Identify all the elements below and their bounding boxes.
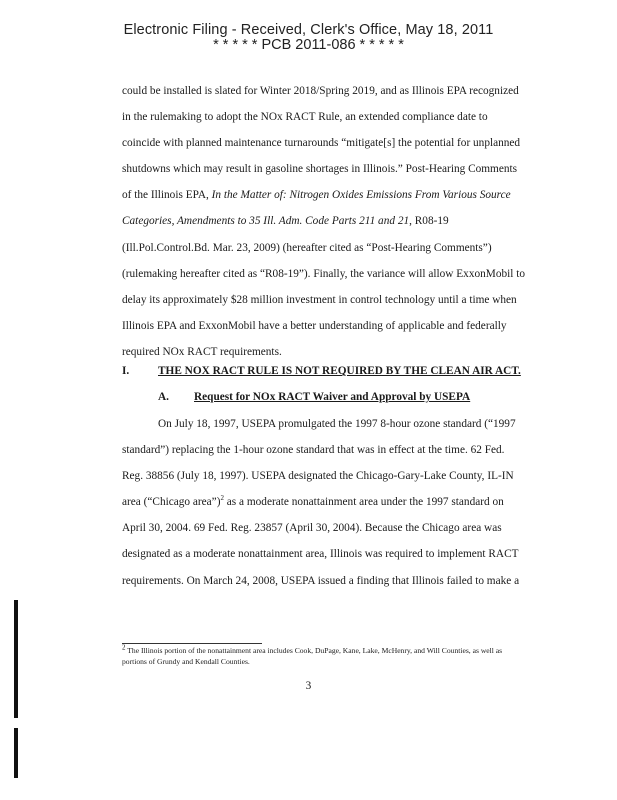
case-citation-cont: Categories, Amendments to 35 Ill. Adm. Code Parts 211 and 21 (122, 215, 410, 228)
filing-stamp-line1: Electronic Filing - Received, Clerk's Office, May 18, 2011 (123, 22, 494, 38)
text-line: could be installed is slated for Winter 2018/Spring 2019, and as Illinois EPA recognized (122, 85, 519, 97)
text-line: coincide with planned maintenance turnarounds “mitigate[s] the potential for unplanned (122, 137, 521, 150)
text-line: delay its approximately $28 million investment in control technology until a time when (122, 293, 517, 306)
text-run: area (“Chicago area”) (122, 496, 221, 509)
text-line: On July 18, 1997, USEPA promulgated the 1997 8-hour ozone standard (“1997 (158, 418, 516, 430)
footnote-marker: 2 (122, 643, 126, 652)
text-line (122, 489, 514, 515)
text-line: shutdowns which may result in gasoline shortages in Illinois.” Post-Hearing Comments (122, 163, 518, 176)
paragraph-1 (122, 78, 526, 365)
text-line: standard”) replacing the 1-hour ozone standard that was in effect at the time. 62 Fed. (122, 444, 505, 457)
subsection-title: Request for NOx RACT Waiver and Approval by USEPA (194, 391, 471, 403)
text-line: designated as a moderate nonattainment area, Illinois was required to implement RACT (122, 548, 519, 561)
text-run: , R08-19 (409, 215, 449, 228)
text-line: April 30, 2004. 69 Fed. Reg. 23857 (April 30, 2004). Because the Chicago area was (122, 522, 502, 535)
text-line (122, 182, 514, 208)
footnote (122, 643, 514, 667)
paragraph-2 (122, 411, 520, 594)
page-number: 3 (305, 680, 312, 692)
text-run: as a moderate nonattainment area under the 1997 standard on (223, 496, 504, 509)
text-line: requirements. On March 24, 2008, USEPA issued a finding that Illinois failed to make a (122, 574, 520, 587)
section-number: I. (122, 365, 130, 377)
subsection-number: A. (158, 391, 169, 403)
text-line: Reg. 38856 (July 18, 1997). USEPA designated the Chicago-Gary-Lake County, IL-IN (122, 470, 514, 483)
text-line: in the rulemaking to adopt the NOx RACT Rule, an extended compliance date to (122, 111, 488, 124)
footnote-divider (122, 643, 262, 644)
footnote-text: The Illinois portion of the nonattainment area includes Cook, DuPage, Kane, Lake, McHenry, and Will Counties, as well as portions of Grundy and Kendall Counties. (122, 646, 503, 666)
section-title: THE NOX RACT RULE IS NOT REQUIRED BY THE CLEAN AIR ACT. (158, 365, 521, 377)
text-line: (rulemaking hereafter cited as “R08-19”). Finally, the variance will allow ExxonMobil to (122, 267, 526, 280)
text-line: required NOx RACT requirements. (122, 345, 282, 358)
scan-margin-mark (14, 728, 18, 778)
text-line: Illinois EPA and ExxonMobil have a better understanding of applicable and federally (122, 319, 507, 332)
section-heading-A (158, 391, 518, 411)
footnote-ref: 2 (220, 494, 224, 503)
text-line: (Ill.Pol.Control.Bd. Mar. 23, 2009) (hereafter cited as “Post-Hearing Comments”) (122, 241, 492, 254)
scan-margin-mark (14, 600, 18, 718)
case-citation: In the Matter of: Nitrogen Oxides Emissions From Various Source (211, 189, 511, 202)
text-line (122, 208, 514, 234)
section-heading-I (122, 365, 522, 385)
filing-stamp-line2: * * * * * PCB 2011-086 * * * * * (213, 37, 404, 53)
text-run: of the Illinois EPA, (122, 189, 212, 202)
